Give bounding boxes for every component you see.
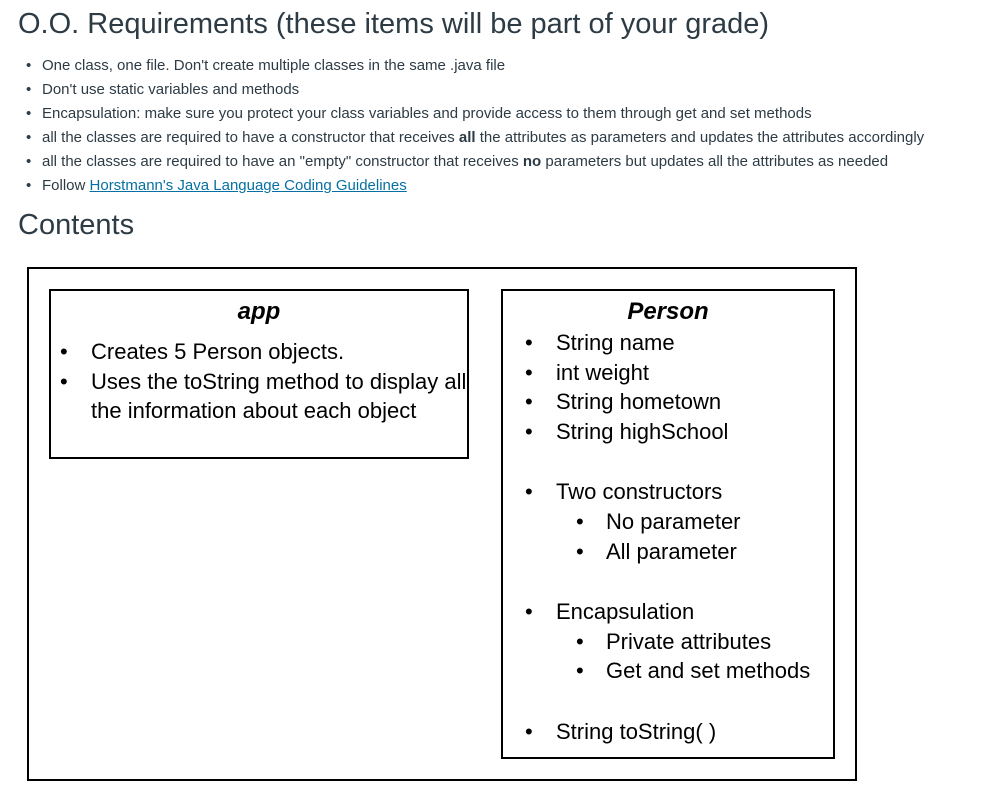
tostring-item: • String toString( ) [503, 717, 833, 747]
constructors-list [503, 477, 833, 566]
class-diagram [27, 267, 857, 781]
requirement-text: Follow [42, 177, 90, 194]
person-class-title: Person [627, 298, 709, 325]
person-members-list [503, 328, 833, 447]
list-item [22, 174, 924, 198]
list-item [22, 78, 924, 102]
encapsulation-item [503, 597, 833, 686]
list-item: • Uses the toString method to display all the information about each object [51, 367, 467, 426]
list-item [22, 102, 924, 126]
constructors-label: Two constructors [556, 479, 723, 505]
person-class-box [501, 289, 835, 759]
requirements-list [22, 54, 924, 198]
constructors-sublist [556, 507, 833, 566]
app-class-box [49, 289, 469, 459]
page-title: O.O. Requirements (these items will be part of your grade) [18, 8, 770, 40]
contents-heading: Contents [18, 209, 135, 241]
list-item: • All parameter [556, 537, 833, 567]
list-item: • Creates 5 Person objects. [51, 337, 467, 367]
list-item [22, 54, 924, 78]
attribute-item: • String hometown [503, 387, 833, 417]
app-items-list [51, 337, 467, 426]
requirement-text: Encapsulation: make sure you protect your class variables and provide access to them through get and set methods [42, 105, 812, 122]
requirement-text: the attributes as parameters and updates the attributes accordingly [475, 129, 925, 146]
attribute-item: • String highSchool [503, 417, 833, 447]
list-item: • No parameter [556, 507, 833, 537]
encapsulation-list [503, 597, 833, 686]
coding-guidelines-link[interactable]: Horstmann's Java Language Coding Guidelines [89, 177, 407, 194]
requirement-text: all the classes are required to have a constructor that receives [42, 129, 459, 146]
encapsulation-label: Encapsulation [556, 598, 695, 624]
requirement-text: Don't use static variables and methods [42, 81, 300, 98]
requirement-text: One class, one file. Don't create multiple classes in the same .java file [42, 57, 506, 74]
constructors-item [503, 477, 833, 566]
requirement-text: parameters but updates all the attributes as needed [541, 153, 889, 170]
attribute-item: • String name [503, 328, 833, 358]
requirement-emphasis: all [458, 129, 476, 146]
list-item [22, 150, 924, 174]
tostring-list [503, 717, 833, 747]
list-item [22, 126, 924, 150]
app-class-title: app [237, 298, 281, 325]
list-item: • Get and set methods [556, 656, 833, 686]
requirement-text: all the classes are required to have an "empty" constructor that receives [42, 153, 523, 170]
attribute-item: • int weight [503, 358, 833, 388]
list-item: • Private attributes [556, 627, 833, 657]
requirement-emphasis: no [522, 153, 542, 170]
encapsulation-sublist [556, 627, 833, 686]
